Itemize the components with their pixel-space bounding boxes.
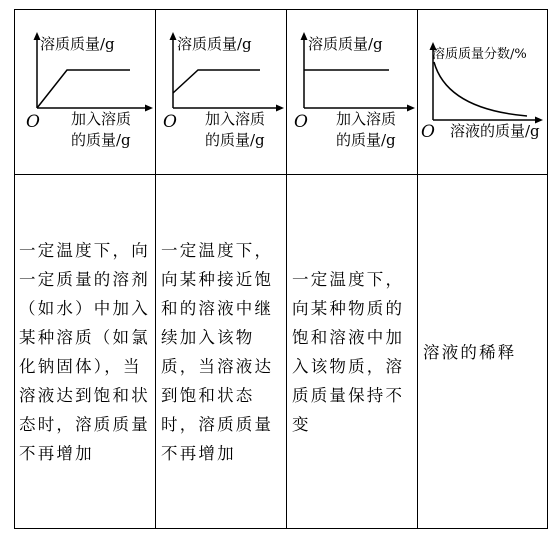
origin-label: O	[26, 112, 40, 132]
y-axis-label: 溶质质量/g	[40, 35, 115, 53]
x-axis-arrow	[407, 105, 415, 112]
y-axis-arrow	[301, 32, 308, 40]
x-axis-label-line2: 的质量/g	[205, 131, 265, 149]
description-text: 一定温度下，向一定质量的溶剂（如水）中加入某种溶质（如氯化钠固体），当溶液达到饱和状态时，溶质质量不再增加	[19, 241, 150, 463]
description-cell-4	[419, 176, 549, 528]
graph-cell-1	[15, 10, 155, 176]
x-axis-label-line2: 的质量/g	[71, 131, 131, 149]
origin-label: O	[421, 122, 435, 142]
curve	[37, 70, 130, 108]
x-axis-label-line1: 加入溶质	[336, 110, 397, 128]
description-cell-3	[288, 176, 417, 528]
graph-4-plot	[419, 10, 549, 176]
graph-cell-3	[288, 10, 417, 176]
y-axis-label: 溶质质量/g	[308, 35, 383, 53]
x-axis-arrow	[276, 105, 284, 112]
x-axis-label: 溶液的质量/g	[450, 122, 540, 140]
curve	[434, 62, 527, 116]
curve	[173, 70, 260, 93]
x-axis-arrow	[145, 105, 153, 112]
column-divider	[417, 10, 418, 528]
graph-cell-2	[157, 10, 286, 176]
comparison-table	[14, 9, 548, 529]
description-text: 溶液的稀释	[423, 342, 517, 362]
origin-label: O	[294, 112, 308, 132]
graph-cell-4	[419, 10, 549, 176]
x-axis-label-line1: 加入溶质	[71, 110, 132, 128]
y-axis-label: 溶质质量分数/%	[432, 47, 527, 62]
description-text: 一定温度下，向某种物质的饱和溶液中加入该物质，溶质质量保持不变	[292, 270, 405, 434]
description-cell-2	[157, 176, 286, 528]
y-axis-label: 溶质质量/g	[177, 35, 252, 53]
x-axis-label-line1: 加入溶质	[205, 110, 266, 128]
x-axis-label-line2: 的质量/g	[336, 131, 396, 149]
origin-label: O	[163, 112, 177, 132]
description-cell-1	[15, 176, 155, 528]
column-divider	[286, 10, 287, 528]
description-text: 一定温度下，向某种接近饱和的溶液中继续加入该物质，当溶液达到饱和状态时，溶质质量不再增加	[161, 241, 274, 463]
column-divider	[155, 10, 156, 528]
y-axis-arrow	[170, 32, 177, 40]
